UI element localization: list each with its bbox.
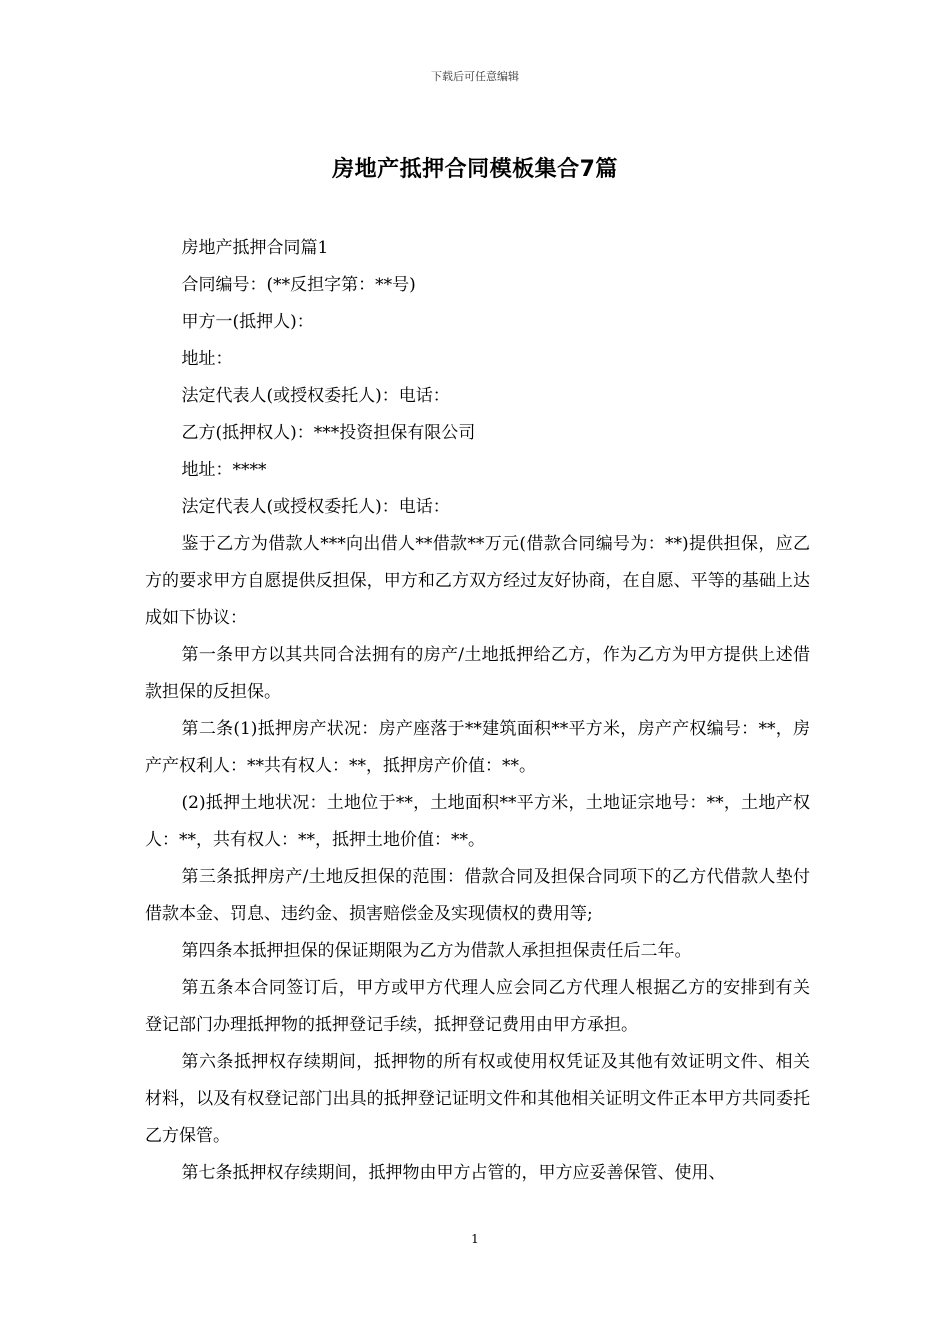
paragraph-party-a-address: 地址：	[181, 349, 233, 369]
paragraph-party-b: 乙方(抵押权人)：***投资担保有限公司	[181, 423, 476, 443]
paragraph-article-3: 第三条抵押房产/土地反担保的范围：借款合同及担保合同项下的乙方代借款人垫付借款本金、罚息、违约金、损害赔偿金及实现债权的费用等;	[145, 867, 810, 924]
paragraph-article-2-1: 第二条(1)抵押房产状况：房产座落于**建筑面积**平方米，房产产权编号：**，房产产权利人：**共有权人：**，抵押房产价值：**。	[145, 719, 810, 776]
paragraph-article-1: 第一条甲方以其共同合法拥有的房产/土地抵押给乙方，作为乙方为甲方提供上述借款担保的反担保。	[145, 645, 810, 702]
paragraph-article-6: 第六条抵押权存续期间，抵押物的所有权或使用权凭证及其他有效证明文件、相关材料，以及有权登记部门出具的抵押登记证明文件和其他相关证明文件正本甲方共同委托乙方保管。	[145, 1052, 810, 1146]
document-body	[145, 230, 810, 1192]
paragraph-preamble: 鉴于乙方为借款人***向出借人**借款**万元(借款合同编号为：**)提供担保，应乙方的要求甲方自愿提供反担保，甲方和乙方双方经过友好协商，在自愿、平等的基础上达成如下协议：	[145, 534, 810, 628]
paragraph-article-2-2: (2)抵押土地状况：土地位于**，土地面积**平方米，土地证宗地号：**，土地产权人：**，共有权人：**，抵押土地价值：**。	[145, 793, 810, 850]
paragraph-party-a-representative: 法定代表人(或授权委托人)：电话：	[181, 386, 450, 406]
paragraph-article-4: 第四条本抵押担保的保证期限为乙方为借款人承担担保责任后二年。	[181, 941, 692, 961]
page-number: 1	[471, 1232, 479, 1246]
paragraph-section-heading: 房地产抵押合同篇1	[181, 238, 329, 258]
paragraph-contract-number: 合同编号：(**反担字第：**号)	[181, 275, 416, 295]
paragraph-party-b-representative: 法定代表人(或授权委托人)：电话：	[181, 497, 450, 517]
header-note: 下载后可任意编辑	[431, 70, 519, 83]
paragraph-article-5: 第五条本合同签订后，甲方或甲方代理人应会同乙方代理人根据乙方的安排到有关登记部门办理抵押物的抵押登记手续，抵押登记费用由甲方承担。	[145, 978, 810, 1035]
paragraph-party-b-address: 地址：****	[181, 460, 267, 480]
paragraph-article-7: 第七条抵押权存续期间，抵押物由甲方占管的，甲方应妥善保管、使用、	[181, 1163, 726, 1183]
document-title: 房地产抵押合同模板集合7篇	[332, 157, 618, 182]
paragraph-party-a: 甲方一(抵押人)：	[181, 312, 314, 332]
